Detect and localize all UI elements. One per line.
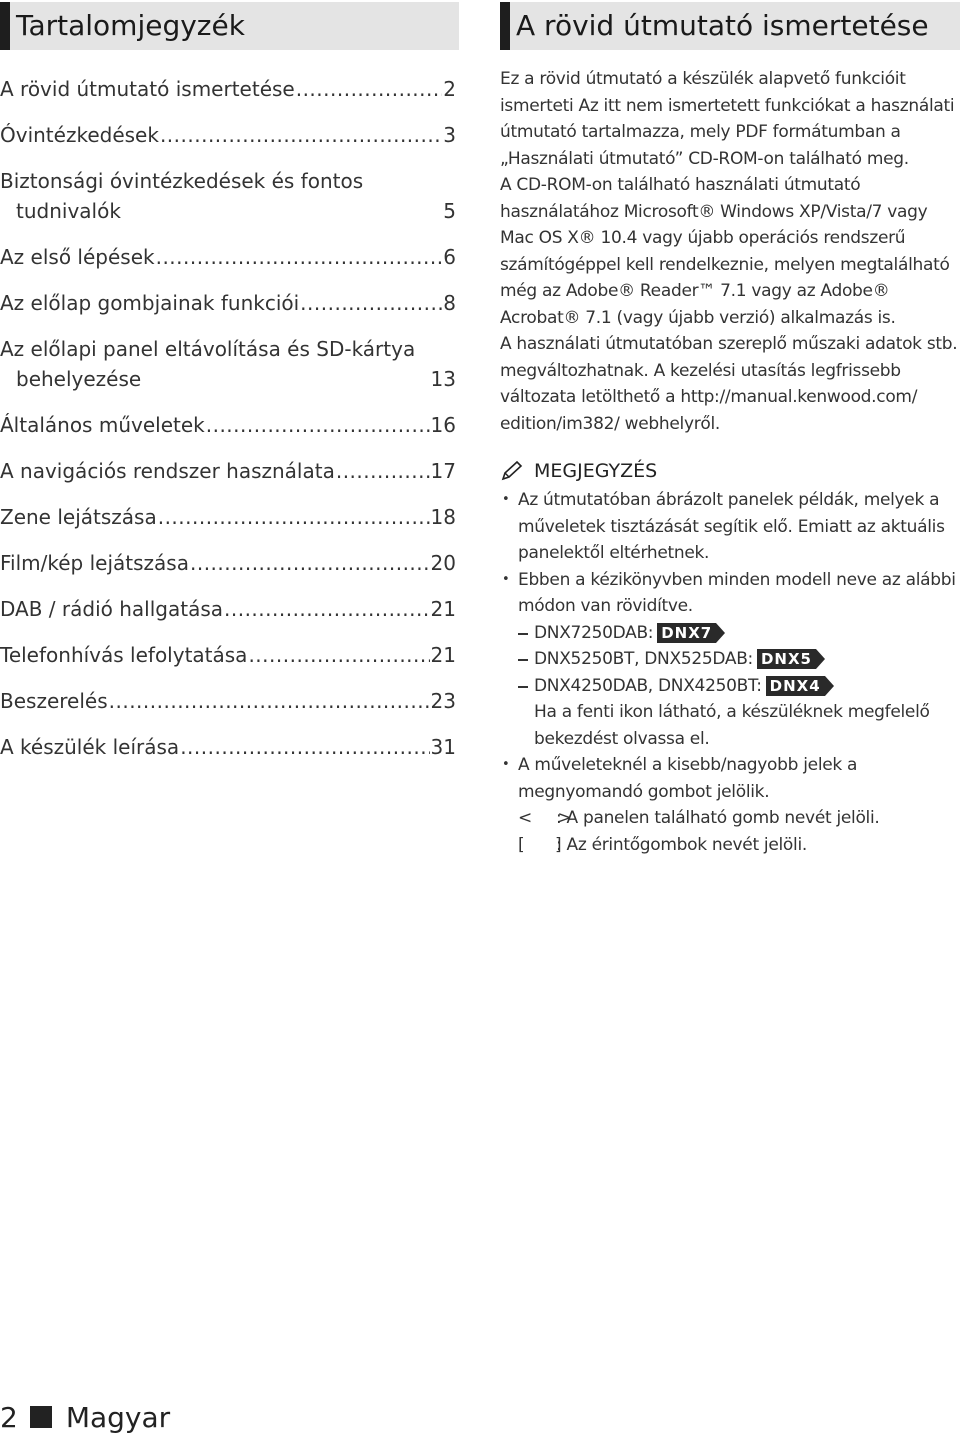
note-item: • A műveleteknél a kisebb/nagyobb jelek a megnyomandó gombot jelölik. < > : A panelen található gomb nevét jelöli. [ ] : Az érintőgombok nevét jelöli.	[500, 752, 960, 858]
toc-entry[interactable]: Általános műveletek ..... 16	[0, 410, 460, 440]
toc-entry[interactable]: Telefonhívás lefolytatása ..... 21	[0, 640, 460, 670]
pencil-icon	[500, 460, 526, 482]
note-heading: MEGJEGYZÉS	[500, 457, 960, 485]
toc-entry[interactable]: A navigációs rendszer használata ..... 17	[0, 456, 460, 486]
model-row: DNX4250DAB, DNX4250BT: DNX4	[518, 673, 960, 700]
note-item: • Az útmutatóban ábrázolt panelek példák, melyek a műveletek tisztázását segítik elő. Emiatt az aktuális panelektől eltérhetnek.	[500, 487, 960, 567]
intro-body	[500, 66, 960, 437]
toc-entry[interactable]: Biztonsági óvintézkedések és fontos tudnivalók 5	[0, 169, 456, 223]
intro-paragraph: Ez a rövid útmutató a készülék alapvető funkcióit ismerteti Az itt nem ismertetett funkciókat a használati útmutató tartalmazza, mely PDF formátumban a „Használati útmutató” CD-ROM-on található meg.	[500, 69, 955, 169]
dnx7-badge-icon: DNX7	[657, 623, 716, 643]
dnx5-badge-icon: DNX5	[757, 649, 816, 669]
page-footer	[0, 1395, 170, 1439]
toc-list	[0, 74, 460, 762]
toc-column	[0, 0, 460, 778]
toc-entry[interactable]: Az előlap gombjainak funkciói ..... 8	[0, 288, 460, 318]
toc-entry[interactable]: Az előlapi panel eltávolítása és SD-kártya behelyezése 13	[0, 337, 456, 391]
language-label: Magyar	[65, 1400, 171, 1434]
model-row: DNX5250BT, DNX525DAB: DNX5	[518, 646, 960, 673]
toc-entry[interactable]: A rövid útmutató ismertetése ..... 2	[0, 74, 460, 104]
page-number: 2	[0, 1400, 18, 1434]
toc-entry[interactable]: Az első lépések ..... 6	[0, 242, 460, 272]
toc-entry[interactable]: Óvintézkedések ..... 3	[0, 120, 460, 150]
toc-entry[interactable]: Zene lejátszása ..... 18	[0, 502, 460, 532]
note-item: • Ebben a kézikönyvben minden modell neve az alábbi módon van rövidítve. DNX7250DAB: DNX7 DNX5250BT, DNX525DAB: DNX5 DNX4250DAB, DNX4250BT: DNX4 Ha a fenti ikon látható, a készüléknek megfelelő bekezdést olvassa el.	[500, 567, 960, 753]
model-note: Ha a fenti ikon látható, a készüléknek megfelelő bekezdést olvassa el.	[534, 702, 930, 749]
toc-entry[interactable]: DAB / rádió hallgatása ..... 21	[0, 594, 460, 624]
intro-heading: A rövid útmutató ismertetése	[500, 2, 960, 50]
toc-entry[interactable]: Film/kép lejátszása ..... 20	[0, 548, 460, 578]
intro-paragraph: A CD-ROM-on található használati útmutató használatához Microsoft® Windows XP/Vista/7 vagy Mac OS X® 10.4 vagy újabb operációs rendszerű számítógéppel kell rendelkeznie, melyen megtalálható még az Adobe® Reader™ 7.1 vagy az Adobe® Acrobat® 7.1 (vagy újabb verzió) alkalmazás is.	[500, 175, 950, 328]
intro-column	[500, 0, 960, 858]
toc-entry[interactable]: Beszerelés ..... 23	[0, 686, 460, 716]
square-icon	[30, 1406, 52, 1428]
model-row: DNX7250DAB: DNX7	[518, 620, 960, 647]
intro-paragraph: A használati útmutatóban szereplő műszaki adatok stb. megváltozhatnak. A kezelési utasítás legfrissebb változata letölthető a http://manual.kenwood.com/ edition/im382/ webhelyről.	[500, 334, 958, 434]
key-legend-row: < > : A panelen található gomb nevét jelöli.	[518, 808, 880, 828]
key-legend-row: [ ] : Az érintőgombok nevét jelöli.	[518, 834, 807, 855]
note-list	[500, 487, 960, 858]
toc-heading: Tartalomjegyzék	[0, 2, 459, 50]
dnx4-badge-icon: DNX4	[766, 676, 825, 696]
toc-entry[interactable]: A készülék leírása ..... 31	[0, 732, 460, 762]
